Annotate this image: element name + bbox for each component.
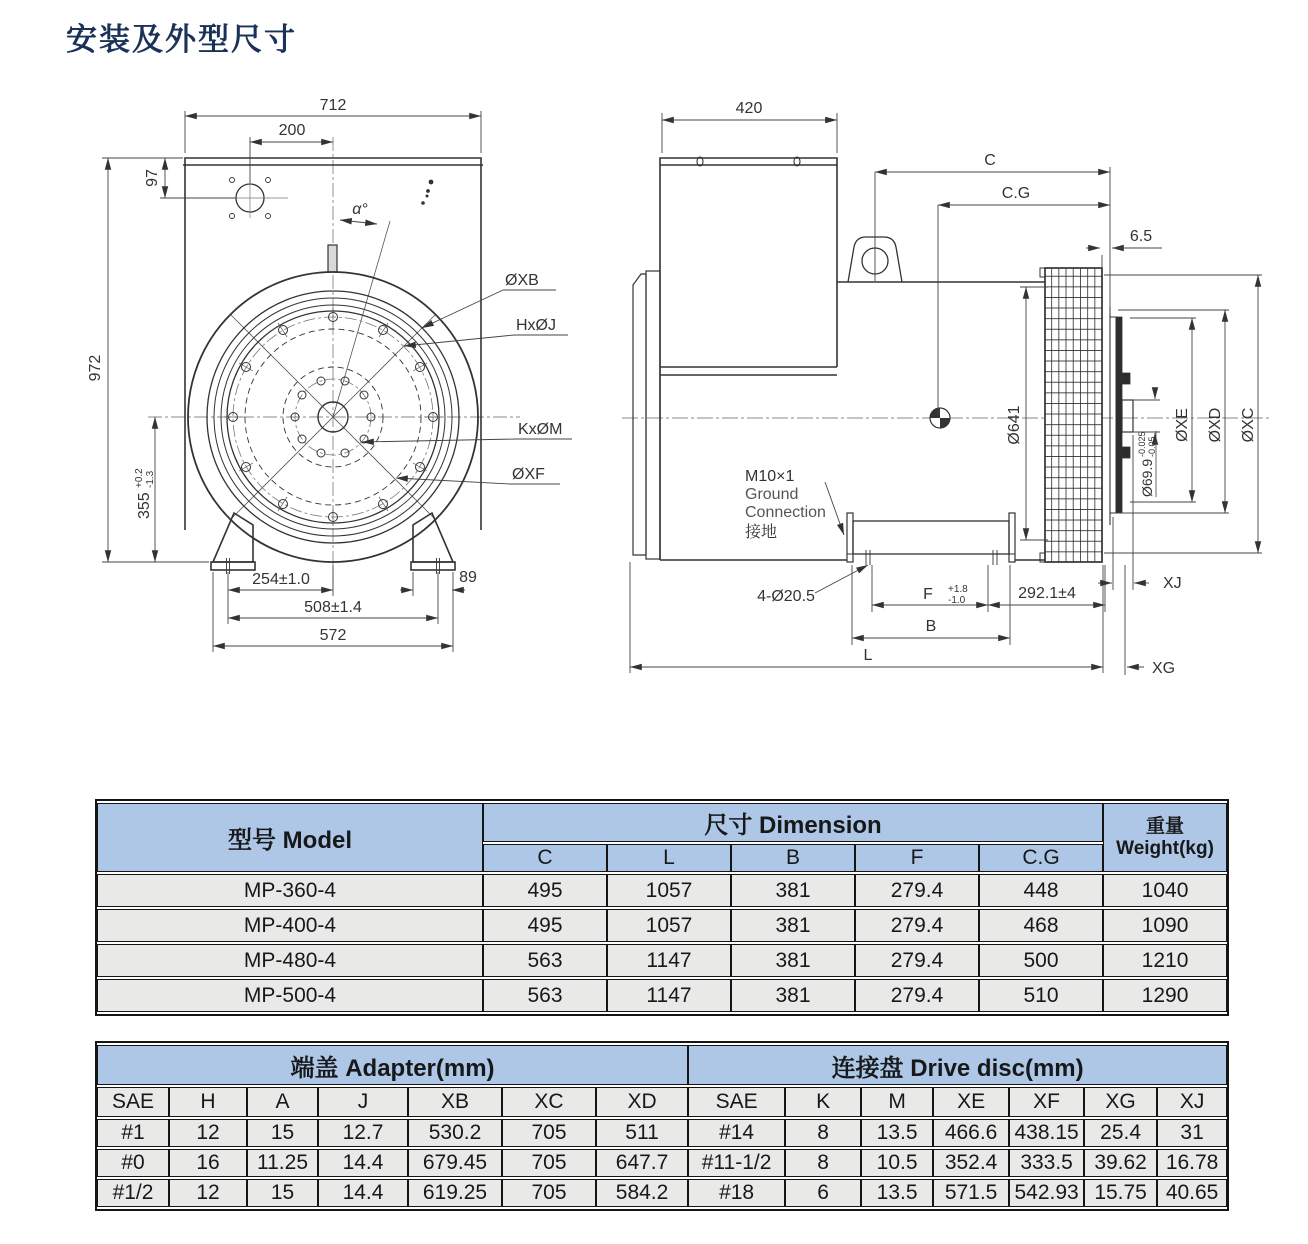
svg-text:+1.8: +1.8 — [948, 584, 968, 595]
weight-cell: 1090 — [1103, 909, 1227, 942]
val-cell: 352.4 — [933, 1149, 1009, 1177]
dim-cell: 279.4 — [855, 909, 979, 942]
dim-cell: 381 — [731, 874, 855, 907]
label-xf: ØXF — [512, 466, 545, 483]
label-xb: ØXB — [505, 272, 539, 289]
table-row — [97, 874, 1227, 907]
dim-254: 254±1.0 — [252, 571, 310, 588]
dim-cell: 279.4 — [855, 944, 979, 977]
svg-text:-0.025: -0.025 — [1137, 431, 1147, 457]
dim-cell: 510 — [979, 979, 1103, 1012]
table-row — [97, 979, 1227, 1012]
model-cell: MP-480-4 — [97, 944, 483, 977]
dim-c: C — [984, 152, 996, 169]
sae-cell: #0 — [97, 1149, 169, 1177]
dim-355 — [134, 468, 156, 519]
dim-alpha: α° — [352, 201, 368, 218]
dim-cell: 1057 — [607, 909, 731, 942]
table-row — [97, 1179, 1227, 1207]
front-centerlines — [148, 137, 520, 587]
adapter-header: 端盖 Adapter(mm) — [97, 1045, 688, 1085]
dim-972: 972 — [87, 354, 104, 382]
dim-cell: 1147 — [607, 944, 731, 977]
dim-89: 89 — [459, 569, 477, 586]
svg-text:355: 355 — [136, 492, 153, 519]
val-cell: 647.7 — [596, 1149, 688, 1177]
val-cell: 40.65 — [1157, 1179, 1227, 1207]
label-kxm: KxØM — [518, 421, 563, 438]
front-view — [87, 97, 572, 652]
dimension-table — [95, 799, 1229, 1016]
val-cell: 542.93 — [1009, 1179, 1084, 1207]
acol-xb: XB — [408, 1087, 502, 1117]
val-cell: 16 — [169, 1149, 247, 1177]
val-cell: 511 — [596, 1119, 688, 1147]
dcol-xg: XG — [1084, 1087, 1157, 1117]
svg-text:M10×1: M10×1 — [745, 468, 795, 485]
weight-cell: 1210 — [1103, 944, 1227, 977]
model-cell: MP-360-4 — [97, 874, 483, 907]
weight-cell: 1040 — [1103, 874, 1227, 907]
dim-641: Ø641 — [1006, 405, 1023, 445]
val-cell: 15.75 — [1084, 1179, 1157, 1207]
dim-cell: 381 — [731, 909, 855, 942]
weight-header-cn: 重量 — [1146, 815, 1185, 837]
val-cell: 15 — [247, 1119, 318, 1147]
acol-xc: XC — [502, 1087, 596, 1117]
col-f: F — [855, 844, 979, 872]
side-dim-labels — [736, 100, 1257, 677]
dim-xg: XG — [1152, 660, 1176, 677]
svg-text:Ø69.9: Ø69.9 — [1139, 458, 1155, 497]
dim-xe: ØXE — [1174, 408, 1191, 442]
dim-xj: XJ — [1163, 575, 1182, 592]
dim-xc: ØXC — [1240, 407, 1257, 443]
svg-text:F: F — [923, 586, 933, 603]
dimension-header: 尺寸 Dimension — [483, 803, 1103, 842]
dim-699 — [1137, 431, 1157, 497]
table-row — [97, 909, 1227, 942]
dim-cell: 468 — [979, 909, 1103, 942]
dim-cell: 1057 — [607, 874, 731, 907]
dim-xd: ØXD — [1207, 407, 1224, 443]
model-cell: MP-400-4 — [97, 909, 483, 942]
sae-cell: #1 — [97, 1119, 169, 1147]
acol-j: J — [318, 1087, 408, 1117]
val-cell: 13.5 — [861, 1119, 933, 1147]
svg-text:-0.05: -0.05 — [1147, 436, 1157, 457]
dim-572: 572 — [319, 627, 347, 644]
dim-f — [923, 584, 968, 606]
dimension-drawings — [0, 85, 1308, 791]
sae-cell: #1/2 — [97, 1179, 169, 1207]
dim-cell: 279.4 — [855, 979, 979, 1012]
val-cell: 16.78 — [1157, 1149, 1227, 1177]
val-cell: 10.5 — [861, 1149, 933, 1177]
val-cell: 584.2 — [596, 1179, 688, 1207]
col-l: L — [607, 844, 731, 872]
weight-header-en: Weight(kg) — [1116, 837, 1214, 859]
val-cell: 14.4 — [318, 1179, 408, 1207]
dim-65: 6.5 — [1129, 228, 1153, 245]
front-dim-lines — [102, 111, 572, 652]
dim-4d205: 4-Ø20.5 — [757, 588, 815, 605]
table-row — [97, 1119, 1227, 1147]
side-view — [622, 100, 1272, 677]
dim-cell: 381 — [731, 944, 855, 977]
svg-text:Connection: Connection — [745, 504, 826, 521]
svg-text:+0.2: +0.2 — [134, 468, 145, 488]
val-cell: 14.4 — [318, 1149, 408, 1177]
dcol-xj: XJ — [1157, 1087, 1227, 1117]
dim-b: B — [925, 618, 937, 635]
dim-cell: 563 — [483, 979, 607, 1012]
dim-200: 200 — [278, 122, 306, 139]
rivet-dots — [421, 180, 433, 205]
dcol-sae: SAE — [688, 1087, 785, 1117]
acol-h: H — [169, 1087, 247, 1117]
svg-text:-1.0: -1.0 — [948, 595, 966, 606]
ground-note — [745, 468, 826, 541]
dcol-xf: XF — [1009, 1087, 1084, 1117]
val-cell: 679.45 — [408, 1149, 502, 1177]
dim-2921: 292.1±4 — [1018, 585, 1076, 602]
dim-cell: 495 — [483, 909, 607, 942]
dim-cell: 495 — [483, 874, 607, 907]
dim-cg: C.G — [1001, 185, 1031, 202]
dim-cell: 381 — [731, 979, 855, 1012]
col-c: C — [483, 844, 607, 872]
val-cell: 39.62 — [1084, 1149, 1157, 1177]
val-cell: 619.25 — [408, 1179, 502, 1207]
val-cell: 705 — [502, 1179, 596, 1207]
val-cell: 438.15 — [1009, 1119, 1084, 1147]
sae-cell: #14 — [688, 1119, 785, 1147]
val-cell: 11.25 — [247, 1149, 318, 1177]
val-cell: 6 — [785, 1179, 861, 1207]
val-cell: 705 — [502, 1119, 596, 1147]
dim-cell: 279.4 — [855, 874, 979, 907]
svg-text:Ground: Ground — [745, 486, 799, 503]
dim-cell: 448 — [979, 874, 1103, 907]
val-cell: 530.2 — [408, 1119, 502, 1147]
model-cell: MP-500-4 — [97, 979, 483, 1012]
sub-header-row — [97, 1087, 1227, 1117]
table-row — [97, 944, 1227, 977]
dcol-k: K — [785, 1087, 861, 1117]
acol-xd: XD — [596, 1087, 688, 1117]
acol-a: A — [247, 1087, 318, 1117]
side-body — [633, 157, 1133, 565]
dim-cell: 563 — [483, 944, 607, 977]
val-cell: 8 — [785, 1119, 861, 1147]
dim-97: 97 — [144, 169, 161, 187]
col-cg: C.G — [979, 844, 1103, 872]
label-hxj: HxØJ — [516, 317, 556, 334]
val-cell: 333.5 — [1009, 1149, 1084, 1177]
val-cell: 12 — [169, 1179, 247, 1207]
val-cell: 15 — [247, 1179, 318, 1207]
dcol-m: M — [861, 1087, 933, 1117]
val-cell: 8 — [785, 1149, 861, 1177]
dim-508: 508±1.4 — [304, 599, 362, 616]
sae-cell: #11-1/2 — [688, 1149, 785, 1177]
page-title: 安装及外型尺寸 — [66, 22, 297, 57]
val-cell: 571.5 — [933, 1179, 1009, 1207]
dim-cell: 500 — [979, 944, 1103, 977]
val-cell: 25.4 — [1084, 1119, 1157, 1147]
weight-cell: 1290 — [1103, 979, 1227, 1012]
val-cell: 31 — [1157, 1119, 1227, 1147]
dim-cell: 1147 — [607, 979, 731, 1012]
adapter-drive-table — [95, 1041, 1229, 1211]
val-cell: 466.6 — [933, 1119, 1009, 1147]
svg-text:接地: 接地 — [745, 524, 778, 541]
dim-420: 420 — [735, 100, 763, 117]
dcol-xe: XE — [933, 1087, 1009, 1117]
table-row — [97, 1149, 1227, 1177]
acol-sae: SAE — [97, 1087, 169, 1117]
val-cell: 13.5 — [861, 1179, 933, 1207]
drive-disc-header: 连接盘 Drive disc(mm) — [688, 1045, 1227, 1085]
col-b: B — [731, 844, 855, 872]
weight-header — [1103, 803, 1227, 872]
model-header: 型号 Model — [97, 803, 483, 872]
val-cell: 705 — [502, 1149, 596, 1177]
dim-l: L — [863, 647, 873, 664]
cg-symbol — [930, 408, 950, 428]
svg-text:-1.3: -1.3 — [145, 470, 156, 488]
sae-cell: #18 — [688, 1179, 785, 1207]
dim-712: 712 — [319, 97, 347, 114]
val-cell: 12 — [169, 1119, 247, 1147]
val-cell: 12.7 — [318, 1119, 408, 1147]
